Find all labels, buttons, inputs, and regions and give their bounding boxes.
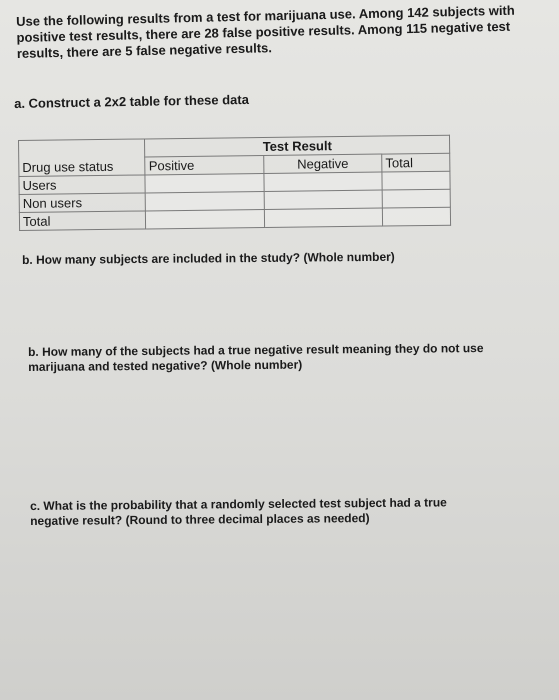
cell-total-positive[interactable] [146,209,265,228]
cell-users-total[interactable] [382,171,450,190]
col-positive-header: Positive [145,156,264,175]
corner-label: Drug use status [22,158,114,175]
contingency-table [18,135,451,231]
corner-cell [19,139,146,177]
problem-intro: Use the following results from a test for marijuana use. Among 142 subjects with positive test results, there are 28 false positive results. Among 115 negative test results, there are 5 false negative results. [16,2,515,61]
cell-users-positive[interactable] [145,174,264,193]
col-total-header: Total [382,153,450,172]
group-header-label: Test Result [262,138,332,155]
row-label-non-users: Non users [19,193,146,213]
cell-nonusers-negative[interactable] [264,190,383,209]
question-b1: b. How many subjects are included in the study? (Whole number) [22,249,395,267]
row-label-total: Total [19,211,146,231]
table-row [19,207,450,230]
question-b2: b. How many of the subjects had a true negative result meaning they do not use marijuana and tested negative? (Whole number) [28,341,484,374]
cell-nonusers-total[interactable] [382,189,450,208]
cell-grand-total[interactable] [383,207,451,226]
question-c: c. What is the probability that a randomly selected test subject had a true negative result? (Round to three decimal places as needed) [30,495,447,528]
cell-users-negative[interactable] [264,172,383,191]
row-label-users: Users [19,175,146,195]
col-negative-header: Negative [264,154,383,173]
cell-nonusers-positive[interactable] [146,191,265,210]
cell-total-negative[interactable] [264,208,383,227]
question-a: a. Construct a 2x2 table for these data [14,91,250,111]
